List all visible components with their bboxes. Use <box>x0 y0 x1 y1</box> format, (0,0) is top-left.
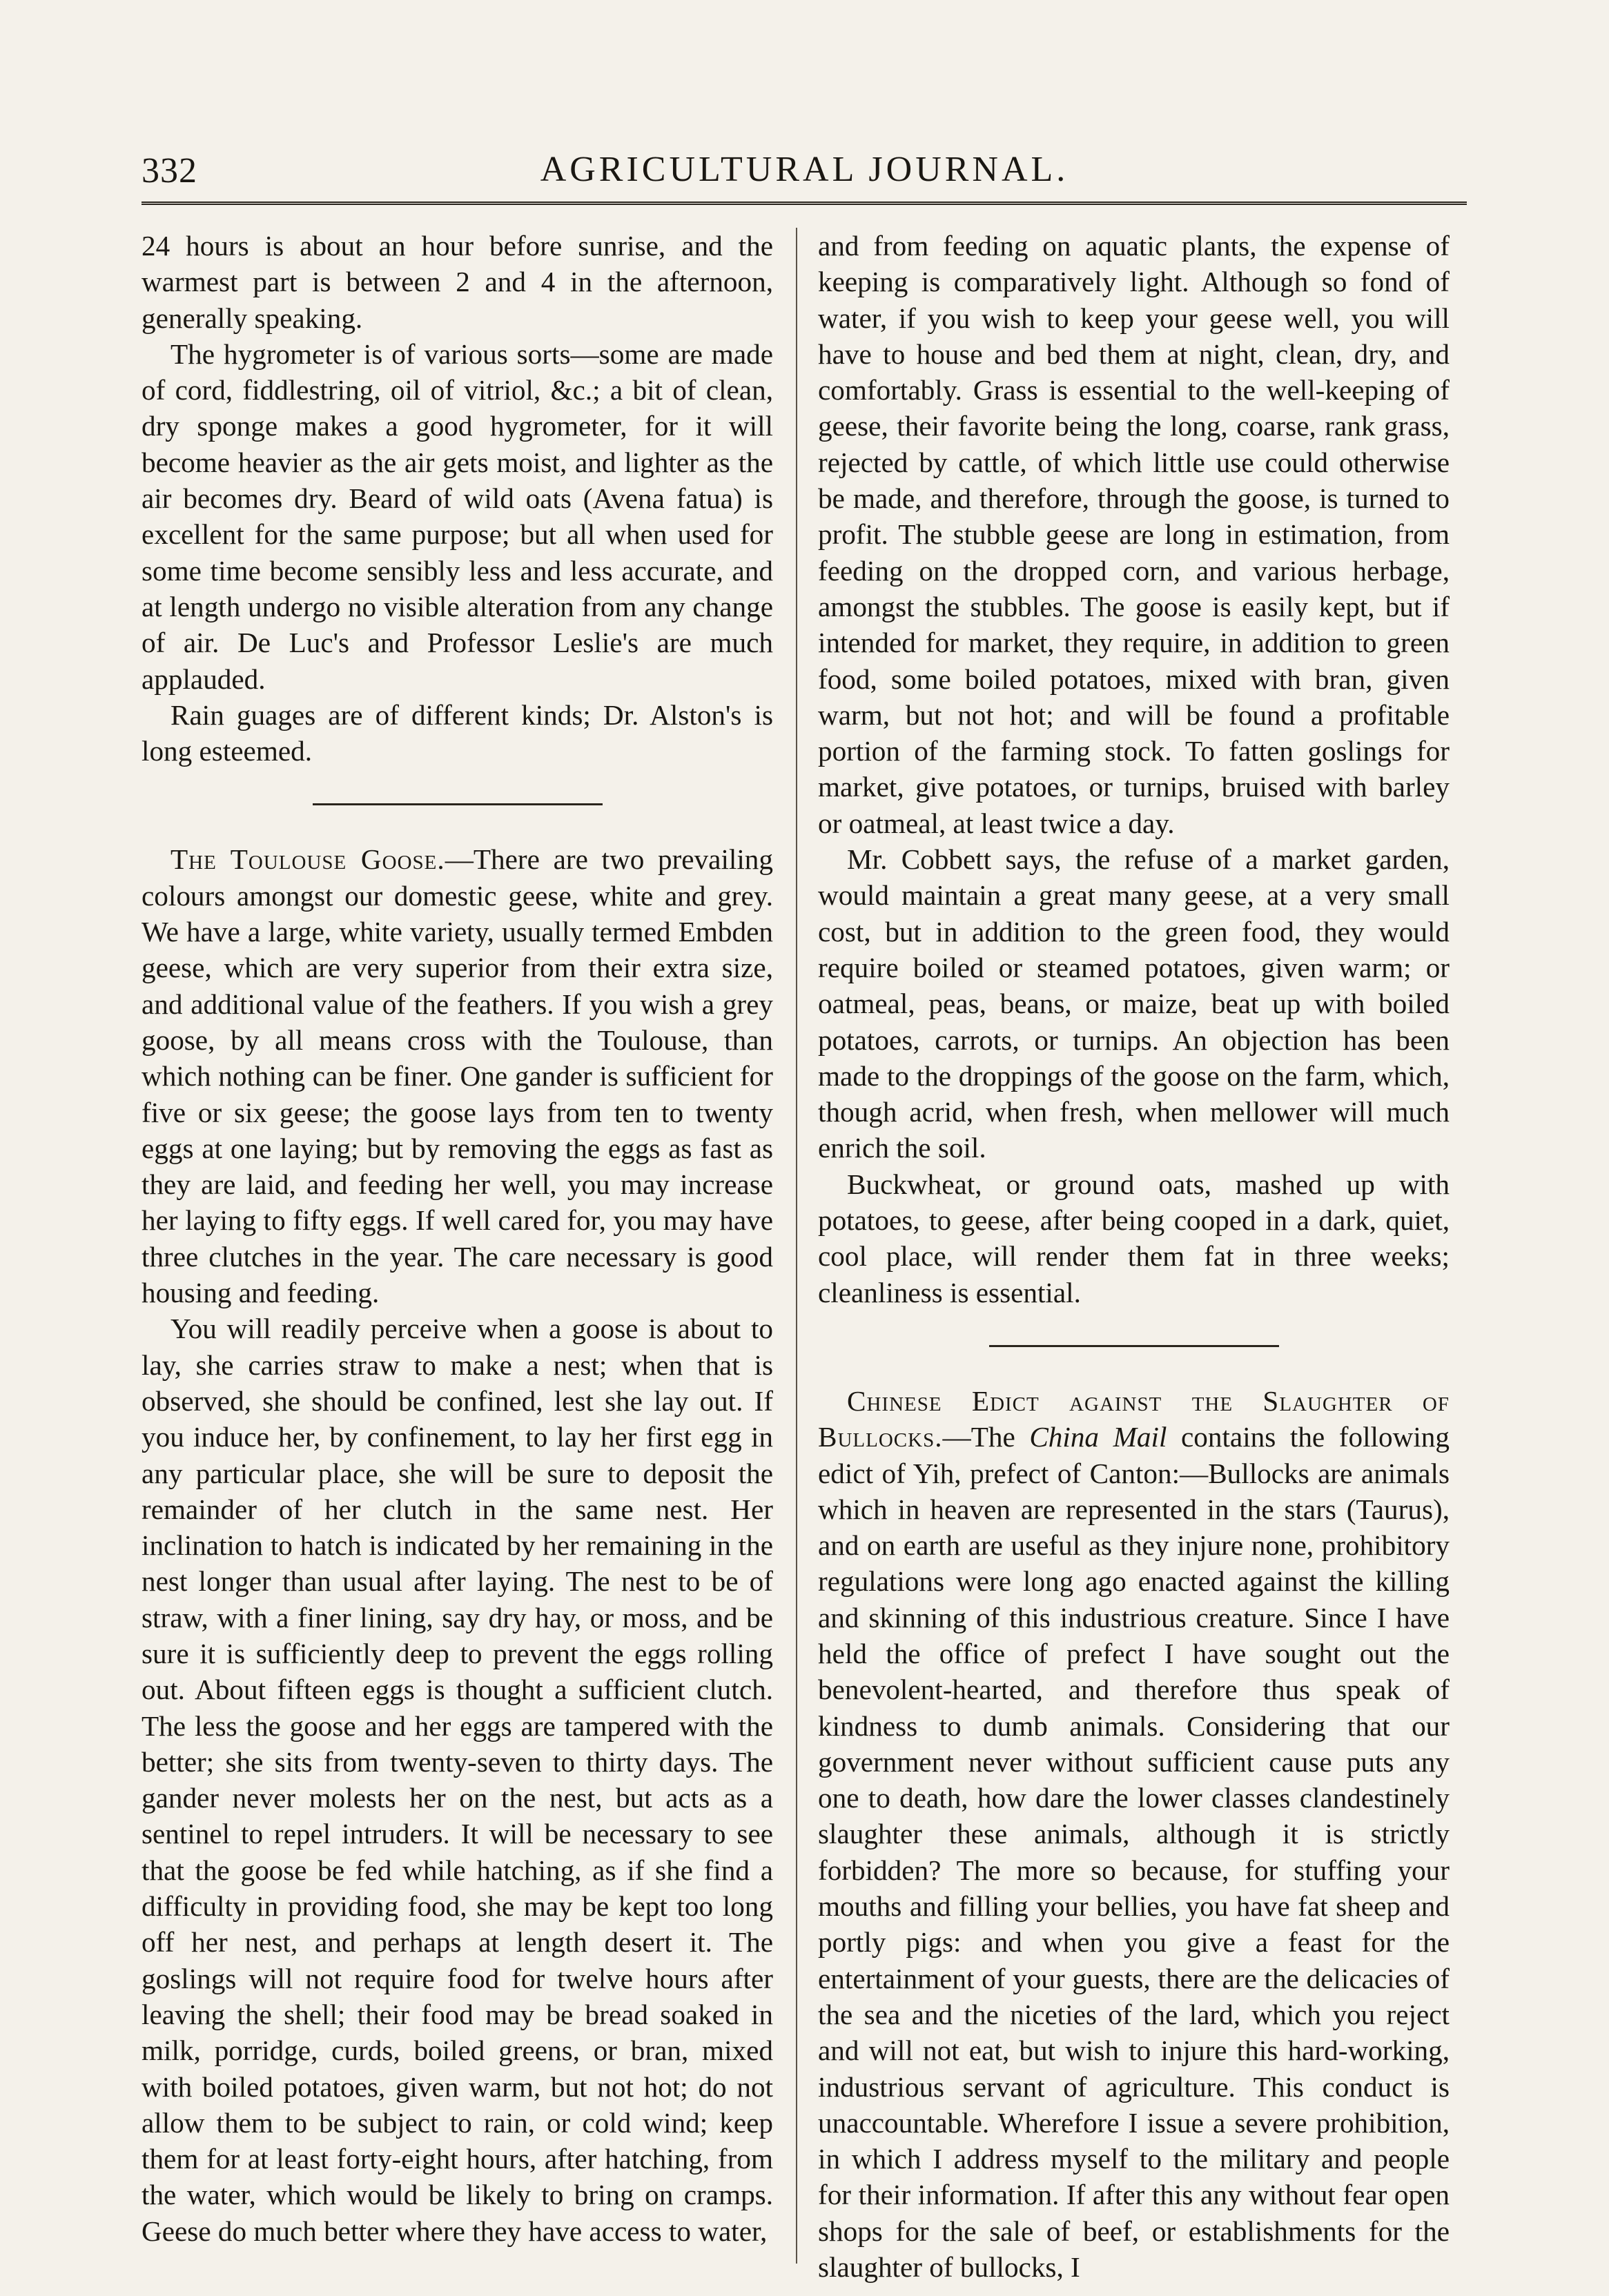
paragraph-text: —There are two prevailing colours amongst our domestic geese, white and grey. We have a large, white variety, usually termed Embden geese, which are very superior from their extra size, and additional value of the feathers. If you wish a grey goose, by all means cross with the Toulouse, than which nothing can be finer. One gander is sufficient for five or six geese; the goose lays from ten to twenty eggs at one laying; but by removing the eggs as fast as they are laid, and feeding her well, you may increase her laying to fifty eggs. If well cared for, you may have three clutches in the year. The care necessary is good housing and feeding. <box>142 843 773 1309</box>
paragraph-text: —The <box>942 1421 1030 1453</box>
paragraph: and from feeding on aquatic plants, the expense of keeping is comparatively light. Although so fond of water, if you wish to keep your geese well, you will have to house and bed them at night, clean, dry, and comfortably. Grass is essential to the well-keeping of geese, their favorite being the long, coarse, rank grass, rejected by cattle, of which little use could otherwise be made, and therefore, through the goose, is turned to profit. The stubble geese are long in estimation, from feeding on the dropped corn, and various herbage, amongst the stubbles. The goose is easily kept, but if intended for market, they require, in addition to green food, some boiled potatoes, mixed with bran, given warm, but not hot; and will be found a profitable portion of the farming stock. To fatten goslings for market, give potatoes, or turnips, bruised with barley or oatmeal, at least twice a day. <box>818 230 1450 839</box>
column-divider <box>796 228 797 2264</box>
paragraph: The hygrometer is of various sorts—some are made of cord, fiddlestring, oil of vitriol, &c.; a bit of clean, dry sponge makes a good hygrometer, for it will become heavier as the air gets moist, and lighter as the air becomes dry. Beard of wild oats (Avena fatua) is excellent for the same purpose; but all when used for some time become sensibly less and less accurate, and at length undergo no visible alteration from any change of air. De Luc's and Professor Leslie's are much applauded. <box>142 337 773 695</box>
article-title: Chinese Edict against the Slaughter of Bullocks. <box>818 1384 1450 1453</box>
header-rule <box>142 202 1467 205</box>
article-chinese-edict <box>818 1383 1450 2285</box>
left-column <box>142 228 773 2249</box>
article-toulouse-goose <box>142 841 773 1311</box>
publication-name: China Mail <box>1029 1421 1167 1453</box>
page-number: 332 <box>142 151 197 190</box>
right-column <box>818 228 1450 2285</box>
section-divider <box>989 1345 1279 1347</box>
paragraph: Rain guages are of different kinds; Dr. Alston's is long esteemed. <box>142 698 773 767</box>
paragraph: 24 hours is about an hour before sunrise, and the warmest part is between 2 and 4 in the afternoon, generally speaking. <box>142 230 773 334</box>
paragraph: Buckwheat, or ground oats, mashed up with potatoes, to geese, after being cooped in a dark, quiet, cool place, will render them fat in three weeks; cleanliness is essential. <box>818 1168 1450 1308</box>
paragraph: Mr. Cobbett says, the refuse of a market garden, would maintain a great many geese, at a very small cost, but in addition to the green food, they would require boiled or steamed potatoes, given warm; or oatmeal, peas, beans, or maize, beat up with boiled potatoes, carrots, or turnips. An objection has been made to the droppings of the goose on the farm, which, though acrid, when fresh, when mellower will much enrich the soil. <box>818 843 1450 1164</box>
paragraph-text: contains the following edict of Yih, prefect of Canton:—Bullocks are animals which in heaven are represented in the stars (Taurus), and on earth are useful as they injure none, prohibitory regulations were long ago enacted against the killing and skinning of this industrious creature. Since I have held the office of prefect I have sought out the benevolent-hearted, and therefore thus speak of kindness to dumb animals. Considering that our government never without sufficient cause puts any one to death, how dare the lower classes clandestinely slaughter these animals, although it is strictly forbidden? The more so because, for stuffing your mouths and filling your bellies, you have fat sheep and portly pigs: and when you give a feast for the entertainment of your guests, there are the delicacies of the sea and the niceties of the lard, which you reject and will not eat, but wish to injure this hard-working, industrious servant of agriculture. This conduct is unaccountable. Wherefore I issue a severe prohibition, in which I address myself to the military and people for their information. If after this any without fear open shops for the sale of beef, or establishments for the slaughter of bullocks, I <box>818 1421 1450 2284</box>
running-head: AGRICULTURAL JOURNAL. <box>540 150 1069 189</box>
paragraph: You will readily perceive when a goose is about to lay, she carries straw to make a nest; when that is observed, she should be confined, lest she lay out. If you induce her, by confinement, to lay her first egg in any particular place, she will be sure to deposit the remainder of her clutch in the same nest. Her inclination to hatch is indicated by her remaining in the nest longer than usual after laying. The nest to be of straw, with a finer lining, say dry hay, or moss, and be sure it is sufficiently deep to prevent the eggs rolling out. About fifteen eggs is thought a sufficient clutch. The less the goose and her eggs are tampered with the better; she sits from twenty-seven to thirty days. The gander never molests her on the nest, but acts as a sentinel to repel intruders. It will be necessary to see that the goose be fed while hatching, as if she find a difficulty in providing food, she may be kept too long off her nest, and perhaps at length desert it. The goslings will not require food for twelve hours after leaving the shell; their food may be bread soaked in milk, porridge, curds, boiled greens, or bran, mixed with boiled potatoes, given warm, but not hot; do not allow them to be subject to rain, or cold wind; keep them for at least forty-eight hours, after hatching, from the water, which would be likely to bring on cramps. Geese do much better where they have access to water, <box>142 1313 773 2247</box>
section-divider <box>313 803 603 805</box>
article-title: The Toulouse Goose. <box>170 843 445 876</box>
